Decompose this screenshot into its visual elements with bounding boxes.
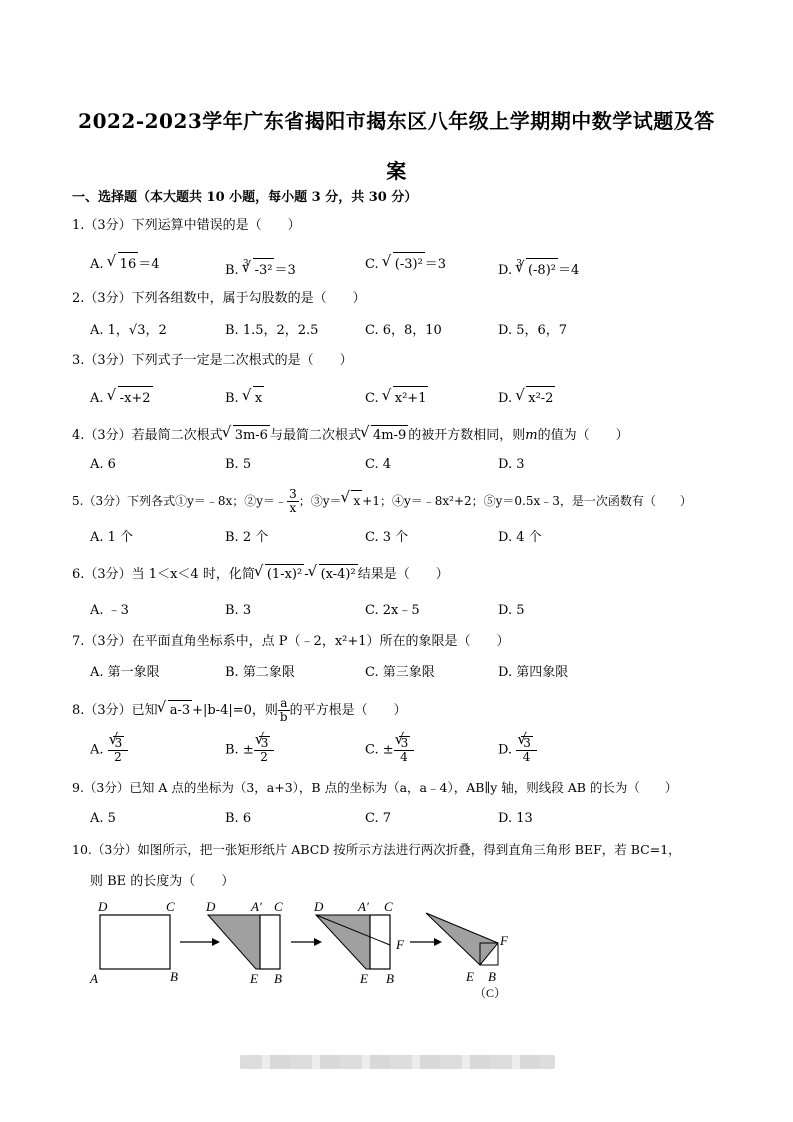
folding-figure	[88, 895, 528, 1003]
label-a1: A	[90, 971, 98, 986]
strip-2	[260, 915, 280, 969]
final-triangle	[426, 913, 498, 965]
option-c: C. 6，8，10	[365, 323, 442, 338]
question-3-options	[90, 386, 730, 410]
label-e3: E	[360, 971, 368, 986]
label-c3: C	[384, 899, 393, 914]
question-1: 1.（3分）下列运算中错误的是（ ）	[72, 218, 301, 233]
folded-triangle-3	[316, 915, 370, 969]
question-3: 3.（3分）下列式子一定是二次根式的是（ ）	[72, 353, 353, 368]
question-8: 8.（3分）已知√ a-3 +|b-4|=0，则 $\frac{a}{b}$ 的平方根是（ ）	[72, 697, 407, 724]
option-b: B. ± √ $\frac{3}{2}$	[225, 736, 274, 764]
option-c: C. 7	[365, 811, 392, 826]
option-d: D. √ $\frac{3}{4}$	[498, 736, 537, 764]
question-10: 10.（3分）如图所示，把一张矩形纸片 ABCD 按所示方法进行两次折叠，得到直角三角形 BEF，若 BC=1，	[72, 842, 681, 857]
question-7-options	[90, 661, 730, 685]
option-c: C. √ (-3)² ＝3	[365, 252, 446, 277]
question-10-line-2: 则 BE 的长度为（ ）	[90, 874, 235, 889]
label-b1: B	[170, 969, 178, 984]
option-d: D. 4 个	[498, 530, 542, 545]
option-a: A. ﹣3	[90, 603, 129, 618]
question-5-options	[90, 526, 730, 550]
blurred-footer	[240, 1055, 555, 1069]
option-b: B. 3	[225, 603, 252, 618]
option-b: B. 第二象限	[225, 665, 295, 680]
label-ap3: A′	[358, 899, 369, 914]
question-2: 2.（3分）下列各组数中，属于勾股数的是（ ）	[72, 291, 366, 306]
label-b4: B	[488, 969, 496, 984]
option-d: D. 5，6，7	[498, 323, 568, 338]
question-5: 5.（3分）下列各式①y＝﹣8x；②y＝﹣ $\frac{3}{x}$ ；③y＝√ x +1；④y＝﹣8x²+2；⑤y＝0.5x﹣3，是一次函数有（ ）	[72, 488, 692, 515]
option-b: B. 5	[225, 457, 252, 472]
label-c4: （C）	[474, 986, 507, 1000]
option-a: A. √ 16 ＝4	[90, 252, 160, 277]
label-ap2: A′	[251, 899, 262, 914]
option-c: C. 第三象限	[365, 665, 435, 680]
option-d: D. 第四象限	[498, 665, 569, 680]
question-2-options	[90, 319, 730, 343]
title-line-1: 2022-2023学年广东省揭阳市揭东区八年级上学期期中数学试题及答	[78, 109, 715, 133]
option-c: C. 3 个	[365, 530, 409, 545]
question-4: 4.（3分）若最简二次根式√ 3m-6 与最简二次根式√ 4m-9 的被开方数相同，则m的值为（ ）	[72, 425, 629, 446]
option-d: D. 3	[498, 457, 525, 472]
option-d: D. √ x²-2	[498, 386, 555, 411]
arrow-1-head	[212, 938, 220, 946]
label-c2: C	[274, 899, 283, 914]
question-8-options	[90, 736, 730, 772]
option-b: B. 6	[225, 811, 252, 826]
label-f4: F	[500, 933, 508, 948]
title-line-2: 案	[386, 159, 407, 183]
label-c1: C	[166, 899, 175, 914]
strip-3	[370, 915, 390, 969]
option-b: B. 2 个	[225, 530, 269, 545]
arrow-3-head	[434, 938, 442, 946]
option-b: B. $^3$√ -3² ＝3	[225, 252, 296, 283]
option-a: A. 6	[90, 457, 116, 472]
question-9: 9.（3分）已知 A 点的坐标为（3，a+3），B 点的坐标为（a，a﹣4），AB∥y 轴，则线段 AB 的长为（ ）	[72, 780, 678, 795]
option-a: A. √ -x+2	[90, 386, 153, 411]
question-1-options	[90, 252, 730, 276]
option-c: C. √ x²+1	[365, 386, 428, 411]
option-b: B. 1.5，2，2.5	[225, 323, 319, 338]
option-c: C. 2x﹣5	[365, 603, 420, 618]
label-b2: B	[274, 971, 282, 986]
label-e4: E	[466, 969, 474, 984]
label-d1: D	[98, 899, 108, 914]
question-6: 6.（3分）当 1＜x＜4 时，化简√ (1-x)² -√ (x-4)² 结果是（ ）	[72, 564, 449, 585]
document-title	[60, 96, 733, 196]
question-4-options	[90, 453, 730, 477]
option-d: D. $^3$√ (-8)² ＝4	[498, 252, 579, 283]
option-a: A. 1 个	[90, 530, 134, 545]
option-a: A. √ $\frac{3}{2}$	[90, 736, 128, 764]
label-e2: E	[250, 971, 258, 986]
question-7: 7.（3分）在平面直角坐标系中，点 P（﹣2，x²+1）所在的象限是（ ）	[72, 634, 510, 649]
section-heading: 一、选择题（本大题共 10 小题，每小题 3 分，共 30 分）	[72, 190, 418, 205]
option-d: D. 13	[498, 811, 533, 826]
option-b: B. √ x	[225, 386, 264, 411]
option-a: A. 第一象限	[90, 665, 160, 680]
option-a: A. 1，√3，2	[90, 323, 167, 338]
option-c: C. ± √ $\frac{3}{4}$	[365, 736, 414, 764]
label-d2: D	[206, 899, 216, 914]
label-b3: B	[386, 971, 394, 986]
option-a: A. 5	[90, 811, 116, 826]
label-d3: D	[314, 899, 324, 914]
rectangle-abcd	[100, 915, 170, 969]
option-d: D. 5	[498, 603, 525, 618]
label-f3: F	[396, 937, 404, 952]
question-6-options	[90, 599, 730, 623]
arrow-2-head	[314, 938, 322, 946]
question-9-options	[90, 807, 730, 831]
option-c: C. 4	[365, 457, 392, 472]
